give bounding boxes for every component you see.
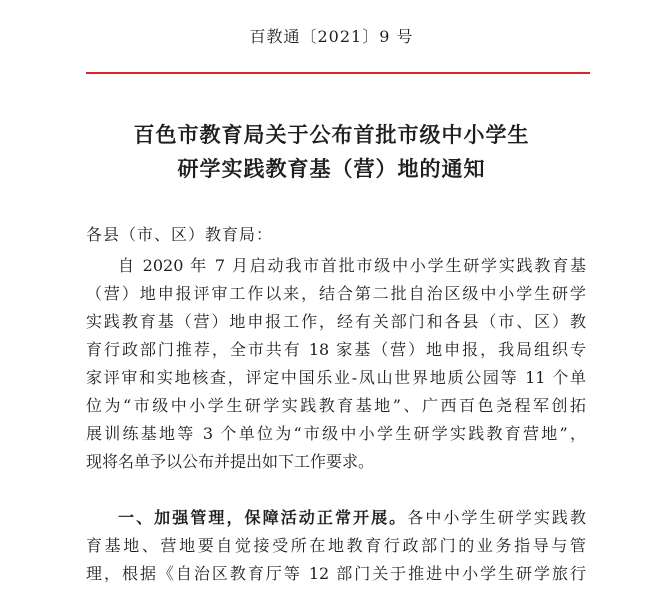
paragraph-line: 实践教育基（营）地申报工作，经有关部门和各县（市、区）教 bbox=[86, 312, 586, 331]
paragraph-line: 育行政部门推荐，全市共有 18 家基（营）地申报，我局组织专 bbox=[86, 340, 586, 359]
paragraph-line: 育基地、营地要自觉接受所在地教育行政部门的业务指导与管 bbox=[86, 536, 586, 555]
paragraph-line: 展训练基地等 3 个单位为“市级中小学生研学实践教育营地”， bbox=[86, 424, 586, 443]
body-paragraph-1 bbox=[86, 252, 586, 476]
paragraph-line-rest: 各中小学生研学实践教 bbox=[407, 508, 586, 527]
paragraph-line: 家评审和实地核查，评定中国乐业-凤山世界地质公园等 11 个单 bbox=[86, 368, 586, 387]
salutation: 各县（市、区）教育局： bbox=[86, 225, 274, 244]
paragraph-line: 理，根据《自治区教育厅等 12 部门关于推进中小学生研学旅行 bbox=[86, 564, 586, 583]
title-line-1: 百色市教育局关于公布首批市级中小学生 bbox=[133, 122, 530, 147]
title-line-2: 研学实践教育基（营）地的通知 bbox=[177, 156, 486, 181]
red-header-divider bbox=[86, 72, 590, 74]
paragraph-line: （营）地申报评审工作以来，结合第二批自治区级中小学生研学 bbox=[86, 284, 586, 303]
paragraph-line: 现将名单予以公布并提出如下工作要求。 bbox=[86, 452, 375, 471]
body-paragraph-2 bbox=[86, 504, 586, 588]
paragraph-line: 位为“市级中小学生研学实践教育基地”、广西百色尧程军创拓 bbox=[86, 396, 586, 415]
section-heading-1: 一、加强管理，保障活动正常开展。 bbox=[118, 508, 408, 527]
document-number: 百教通〔2021〕9 号 bbox=[249, 27, 414, 46]
paragraph-line: 自 2020 年 7 月启动我市首批市级中小学生研学实践教育基 bbox=[118, 256, 586, 275]
document-title bbox=[0, 118, 663, 186]
paragraph-line bbox=[86, 504, 586, 532]
